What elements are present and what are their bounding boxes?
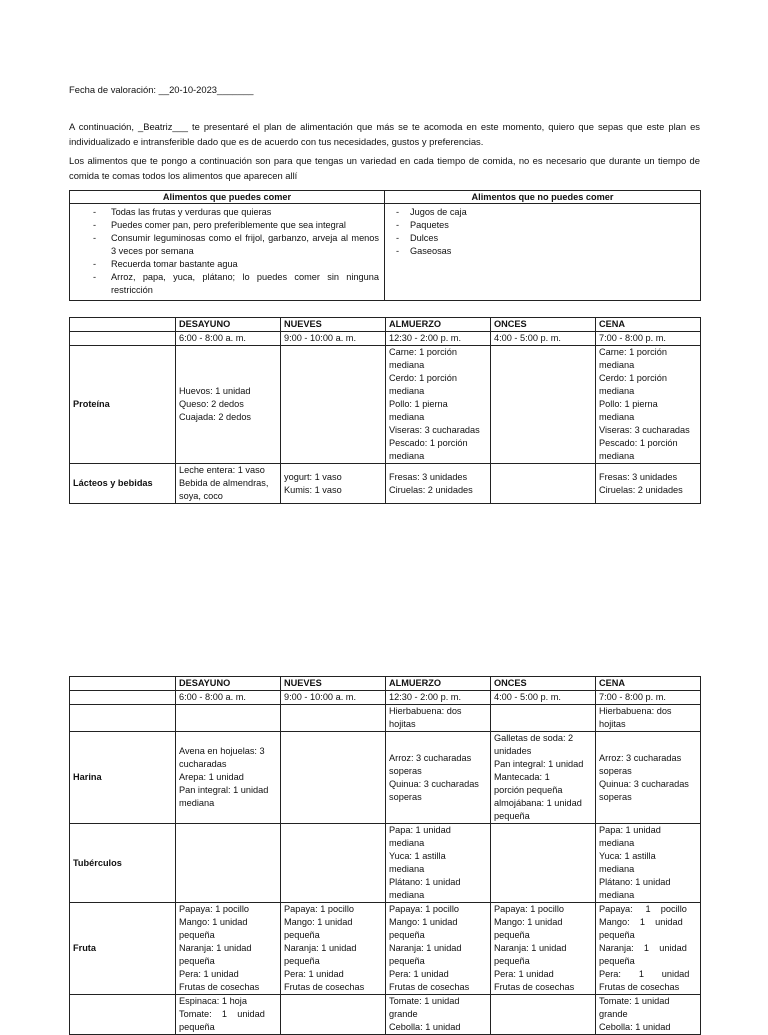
meal-time: 6:00 - 8:00 a. m. (176, 332, 281, 346)
cell-verduras-almuerzo: Tomate: 1 unidad grande Cebolla: 1 unidad (386, 995, 491, 1035)
meal-plan-table-1 (69, 317, 701, 504)
meal-header-almuerzo: ALMUERZO (386, 318, 491, 332)
cell-tuberculos-cena: Papa: 1 unidad mediana Yuca: 1 astilla mediana Plátano: 1 unidad mediana (596, 824, 701, 903)
cell-lacteos-almuerzo: Fresas: 3 unidades Ciruelas: 2 unidades (386, 464, 491, 504)
meal-header-desayuno: DESAYUNO (176, 318, 281, 332)
cell-bebida-cena: Hierbabuena: dos hojitas (596, 705, 701, 732)
meal-plan-table-2 (69, 676, 701, 1035)
list-item: - Todas las frutas y verduras que quieras (75, 206, 379, 219)
cell-harina-cena: Arroz: 3 cucharadas soperas Quinua: 3 cucharadas soperas (596, 732, 701, 824)
meal-time: 9:00 - 10:00 a. m. (281, 691, 386, 705)
cell-fruta-onces: Papaya: 1 pocillo Mango: 1 unidad pequeña Naranja: 1 unidad pequeña Pera: 1 unidad Frutas de cosechas (491, 903, 596, 995)
can-eat-header: Alimentos que puedes comer (70, 191, 385, 204)
meal-time: 12:30 - 2:00 p. m. (386, 691, 491, 705)
cell-bebida-almuerzo: Hierbabuena: dos hojitas (386, 705, 491, 732)
meal-time: 9:00 - 10:00 a. m. (281, 332, 386, 346)
meal-time: 7:00 - 8:00 p. m. (596, 332, 701, 346)
cell-harina-desayuno: Avena en hojuelas: 3 cucharadas Arepa: 1 unidad Pan integral: 1 unidad mediana (176, 732, 281, 824)
list-item: - Puedes comer pan, pero preferiblemente que sea integral (75, 219, 379, 232)
list-item: - Jugos de caja (388, 206, 695, 219)
cell-fruta-almuerzo: Papaya: 1 pocillo Mango: 1 unidad pequeña Naranja: 1 unidad pequeña Pera: 1 unidad Frutas de cosechas (386, 903, 491, 995)
cell-lacteos-onces (491, 464, 596, 504)
meal-time: 4:00 - 5:00 p. m. (491, 691, 596, 705)
row-label-fruta: Fruta (70, 903, 176, 995)
cell-fruta-nueves: Papaya: 1 pocillo Mango: 1 unidad pequeña Naranja: 1 unidad pequeña Pera: 1 unidad Frutas de cosechas (281, 903, 386, 995)
cell-fruta-cena: Papaya: 1 pocillo Mango: 1 unidad pequeña Naranja: 1 unidad pequeña Pera: 1 unidad Frutas de cosechas (596, 903, 701, 995)
cell-verduras-cena: Tomate: 1 unidad grande Cebolla: 1 unidad (596, 995, 701, 1035)
row-label-proteina: Proteína (70, 346, 176, 464)
list-item: - Consumir leguminosas como el frijol, garbanzo, arveja al menos 3 veces por semana (75, 232, 379, 258)
cell-proteina-cena: Carne: 1 porción mediana Cerdo: 1 porción mediana Pollo: 1 pierna mediana Viseras: 3 cucharadas Pescado: 1 porción mediana (596, 346, 701, 464)
cell-tuberculos-onces (491, 824, 596, 903)
meal-header-desayuno: DESAYUNO (176, 677, 281, 691)
meal-header-onces: ONCES (491, 318, 596, 332)
meal-time: 12:30 - 2:00 p. m. (386, 332, 491, 346)
cell-harina-nueves (281, 732, 386, 824)
intro-note-paragraph: Los alimentos que te pongo a continuación son para que tengas un variedad en cada tiempo de comida, no es necesario que durante un tiempo de comida te comas todos los alimentos que aparecen allí (69, 155, 700, 181)
cell-harina-almuerzo: Arroz: 3 cucharadas soperas Quinua: 3 cucharadas soperas (386, 732, 491, 824)
cell-lacteos-desayuno: Leche entera: 1 vaso Bebida de almendras, soya, coco (176, 464, 281, 504)
cell-harina-onces: Galletas de soda: 2 unidades Pan integral: 1 unidad Mantecada: 1 porción pequeña almojábana: 1 unidad pequeña (491, 732, 596, 824)
cell-proteina-almuerzo: Carne: 1 porción mediana Cerdo: 1 porción mediana Pollo: 1 pierna mediana Viseras: 3 cucharadas Pescado: 1 porción mediana (386, 346, 491, 464)
list-item: - Arroz, papa, yuca, plátano; lo puedes comer sin ninguna restricción (75, 271, 379, 297)
cell-lacteos-nueves: yogurt: 1 vaso Kumis: 1 vaso (281, 464, 386, 504)
intro-paragraph: A continuación, _Beatriz___ te presentaré el plan de alimentación que más se te acomoda en este momento, quiero que sepas que este plan es individualizado e intransferible dado que es de acuerdo con tus necesidades, gustos y preferencias. (69, 121, 700, 147)
can-eat-list (71, 205, 383, 299)
meal-header-nueves: NUEVES (281, 677, 386, 691)
row-label-tuberculos: Tubérculos (70, 824, 176, 903)
meal-header-almuerzo: ALMUERZO (386, 677, 491, 691)
meal-time: 7:00 - 8:00 p. m. (596, 691, 701, 705)
meal-time: 4:00 - 5:00 p. m. (491, 332, 596, 346)
cell-tuberculos-nueves (281, 824, 386, 903)
meal-header-cena: CENA (596, 677, 701, 691)
cell-verduras-desayuno: Espinaca: 1 hoja Tomate: 1 unidad pequeña (176, 995, 281, 1035)
meal-header-cena: CENA (596, 318, 701, 332)
cell-proteina-nueves (281, 346, 386, 464)
allowed-foods-table (69, 190, 701, 301)
cell-proteina-onces (491, 346, 596, 464)
meal-time: 6:00 - 8:00 a. m. (176, 691, 281, 705)
cell-tuberculos-almuerzo: Papa: 1 unidad mediana Yuca: 1 astilla mediana Plátano: 1 unidad mediana (386, 824, 491, 903)
meal-header-onces: ONCES (491, 677, 596, 691)
cannot-eat-header: Alimentos que no puedes comer (385, 191, 701, 204)
assessment-date: Fecha de valoración: __20-10-2023_______ (69, 84, 254, 95)
list-item: - Dulces (388, 232, 695, 245)
list-item: - Gaseosas (388, 245, 695, 258)
list-item: - Recuerda tomar bastante agua (75, 258, 379, 271)
row-label-lacteos: Lácteos y bebidas (70, 464, 176, 504)
list-item: - Paquetes (388, 219, 695, 232)
cell-fruta-desayuno: Papaya: 1 pocillo Mango: 1 unidad pequeña Naranja: 1 unidad pequeña Pera: 1 unidad Frutas de cosechas (176, 903, 281, 995)
cell-proteina-desayuno: Huevos: 1 unidad Queso: 2 dedos Cuajada: 2 dedos (176, 346, 281, 464)
cannot-eat-list (386, 205, 699, 260)
row-label-harina: Harina (70, 732, 176, 824)
meal-header-nueves: NUEVES (281, 318, 386, 332)
cell-tuberculos-desayuno (176, 824, 281, 903)
cell-lacteos-cena: Fresas: 3 unidades Ciruelas: 2 unidades (596, 464, 701, 504)
